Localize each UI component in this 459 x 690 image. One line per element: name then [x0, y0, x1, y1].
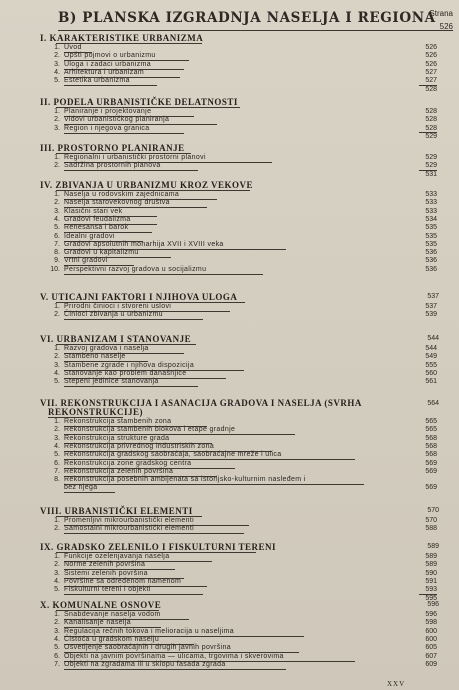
entry-number: 3. [54, 434, 60, 442]
entry-page-number: 535 [425, 224, 437, 232]
entry-title: Rekonstrukcija zone gradskog centra [64, 459, 192, 467]
entry-underline [64, 133, 184, 134]
section-end-page-number: 529 [425, 132, 437, 140]
section-end-page-number: 595 [425, 594, 437, 602]
entry-number: 5. [54, 586, 60, 594]
section-title [40, 292, 237, 302]
entry-title: Površine sa određenom namenom [64, 577, 182, 585]
entry-title: Regionalni i urbanistički prostorni planovi [64, 154, 206, 161]
section-page-number: 589 [427, 543, 439, 550]
entry-page-number: 527 [425, 77, 437, 85]
entry-number: 1. [54, 108, 60, 115]
entry-number: 1. [54, 345, 60, 352]
entry-title: Gradovi u kapitalizmu [64, 249, 139, 257]
entry-number: 9. [54, 257, 60, 265]
entry-page-number: 544 [425, 345, 437, 352]
entry-page-number: 528 [425, 124, 437, 132]
entry-page-number: 570 [425, 517, 437, 524]
toc-entry [0, 77, 459, 86]
section-title-text: III. PROSTORNO PLANIRANJE [40, 143, 185, 153]
entry-page-number: 607 [425, 652, 437, 660]
toc-entry [0, 266, 459, 275]
entry-underline [64, 386, 198, 387]
section-title-text: VIII. URBANISTIČKI ELEMENTI [40, 506, 193, 516]
entry-number: 1. [54, 611, 60, 618]
entry-page-number: 565 [425, 418, 437, 425]
entry-page-number: 600 [425, 635, 437, 643]
entry-number: 7. [54, 240, 60, 248]
entry-title: Norme zelenih površina [64, 561, 146, 569]
section-title-text: X. KOMUNALNE OSNOVE [40, 600, 162, 610]
section-title-text: VII. REKONSTRUKCIJA I ASANACIJA GRADOVA I NASELJA (SVRHA [40, 398, 362, 408]
entry-number: 1. [54, 303, 60, 310]
entry-title: Čistoća u gradskom naselju [64, 635, 160, 643]
entry-number: 2. [54, 116, 60, 124]
entry-title: Gradovi apsolutnih monarhija XVII i XVIII veka [64, 240, 224, 248]
entry-title: Naselja starovekovnog društva [64, 199, 170, 207]
entry-number: 3. [54, 207, 60, 215]
entry-title: Vrtni gradovi [64, 257, 108, 265]
entry-page-number: 536 [425, 249, 437, 257]
entry-number: 1. [54, 517, 60, 524]
entry-page-number: 588 [425, 525, 437, 533]
entry-underline [64, 319, 203, 320]
section-end-page-number: 531 [425, 170, 437, 178]
entry-title: Stambeno naselje [64, 353, 126, 361]
entry-page-number: 533 [425, 191, 437, 198]
entry-number: 10. [50, 265, 60, 273]
section-title [40, 97, 238, 107]
entry-page-number: 533 [425, 199, 437, 207]
entry-title: Snabdevanje naselja vodom [64, 611, 161, 618]
entry-page-number: 590 [425, 569, 437, 577]
entry-title: Rekonstrukcija stambenih zona [64, 418, 172, 425]
entry-underline [64, 533, 244, 534]
section-title [40, 180, 253, 190]
toc-entry [0, 125, 459, 134]
entry-number: 4. [54, 635, 60, 643]
section-title [40, 143, 185, 153]
entry-title: Naselja u rodovskim zajednicama [64, 191, 180, 198]
entry-number: 6. [54, 652, 60, 660]
section-title-text: VI. URBANIZAM I STANOVANJE [40, 334, 192, 344]
entry-page-number: 591 [425, 577, 437, 585]
entry-number: 2. [54, 311, 60, 319]
entry-title: Klasični stari vek [64, 207, 123, 215]
section-title-text: V. UTICAJNI FAKTORI I NJIHOVA ULOGA [40, 292, 238, 302]
entry-page-number: 533 [425, 207, 437, 215]
entry-title: Stanovanje kao problem današnjice [64, 369, 187, 377]
entry-title: Promenljivi mikrourbanistički elementi [64, 517, 195, 524]
entry-title: Samostalni mikrourbanistički elementi [64, 525, 195, 533]
entry-underline [64, 170, 198, 171]
entry-title: Vidovi urbanističkog planiranja [64, 116, 170, 124]
entry-title: Gradovi feudalizma [64, 215, 131, 223]
part-page-number: 526 [439, 22, 453, 31]
entry-page-number: 536 [425, 265, 437, 273]
entry-page-number: 589 [425, 561, 437, 569]
entry-number: 2. [54, 162, 60, 170]
entry-title: Funkcije ozelenjavanja naselja [64, 553, 170, 560]
entry-number: 4. [54, 68, 60, 76]
section-title-text: IX. GRADSKO ZELENILO I FISKULTURNI TERENI [40, 542, 277, 552]
entry-title: Prirodni činioci i stvoreni uslovi [64, 303, 172, 310]
entry-number: 3. [54, 124, 60, 132]
entry-page-number: 535 [425, 240, 437, 248]
entry-number: 5. [54, 378, 60, 386]
entry-page-number: 526 [425, 44, 437, 51]
folio: XXV [387, 680, 406, 688]
entry-number: 1. [54, 191, 60, 198]
entry-number: 2. [54, 426, 60, 434]
section-title-text: I. KARAKTERISTIKE URBANIZMA [40, 33, 204, 43]
entry-title: bez njega [64, 484, 98, 492]
entry-page-number: 598 [425, 619, 437, 627]
entry-title: Stepeni jedinice stanovanja [64, 378, 159, 386]
entry-page-number: 609 [425, 660, 437, 668]
entry-number: 3. [54, 569, 60, 577]
entry-title: Uloga i zadaci urbanizma [64, 60, 151, 68]
section-title [40, 334, 191, 344]
entry-title: Razvoj gradova i naselja [64, 345, 149, 352]
entry-number: 8. [54, 249, 60, 257]
entry-title: Činioci zbivanja u urbanizmu [64, 311, 163, 319]
entry-page-number: 539 [425, 311, 437, 319]
header-divider [58, 30, 453, 31]
toc-entry [0, 661, 459, 670]
entry-number: 4. [54, 215, 60, 223]
entry-title: Planiranje i projektovanje [64, 108, 152, 115]
toc-entry [0, 484, 459, 493]
entry-page-number: 529 [425, 162, 437, 170]
entry-page-number: 568 [425, 442, 437, 450]
entry-title: Perspektivni razvoj gradova u socijalizmu [64, 265, 207, 273]
toc-entry [0, 525, 459, 534]
entry-page-number: 534 [425, 215, 437, 223]
section-title [40, 506, 193, 516]
section-title-text: II. PODELA URBANISTIČKE DELATNOSTI [40, 97, 238, 107]
entry-number: 2. [54, 525, 60, 533]
entry-page-number: 528 [425, 116, 437, 124]
entry-page-number: 593 [425, 586, 437, 594]
entry-title: Regulacija rečnih tokova i melioracija u naseljima [64, 627, 235, 635]
entry-page-number: 589 [425, 553, 437, 560]
page-column-label: Strana [429, 9, 453, 18]
entry-underline [64, 492, 115, 493]
entry-page-number: 565 [425, 426, 437, 434]
entry-page-number: 560 [425, 369, 437, 377]
entry-page-number: 535 [425, 232, 437, 240]
entry-page-number: 555 [425, 361, 437, 369]
section-title-continued: REKONSTRUKCIJE) [48, 407, 144, 417]
entry-page-number: 529 [425, 154, 437, 161]
entry-number: 4. [54, 577, 60, 585]
entry-underline [64, 85, 157, 86]
entry-number: 6. [54, 232, 60, 240]
entry-title: Uvod [64, 44, 82, 51]
entry-title: Objekti na zgradama ili u sklopu fasada zgrada [64, 660, 226, 668]
entry-page-number: 526 [425, 52, 437, 60]
entry-page-number: 536 [425, 257, 437, 265]
entry-number: 1. [54, 418, 60, 425]
entry-number: 5. [54, 451, 60, 459]
entry-title: Opšti pojmovi o urbanizmu [64, 52, 156, 60]
entry-number: 1. [54, 44, 60, 51]
toc-entry [0, 378, 459, 387]
entry-underline [64, 274, 263, 275]
entry-number: 1. [54, 154, 60, 161]
entry-page-number: 569 [425, 459, 437, 467]
entry-page-number: 537 [425, 303, 437, 310]
entry-number: 4. [54, 442, 60, 450]
entry-number: 7. [54, 467, 60, 475]
entry-title: Estetika urbanizma [64, 77, 130, 85]
entry-title: Idealni gradovi [64, 232, 115, 240]
section-page-number: 570 [427, 507, 439, 514]
entry-number: 5. [54, 224, 60, 232]
entry-title: Renesansa i barok [64, 224, 129, 232]
entry-page-number: 569 [425, 484, 437, 492]
entry-page-number: 561 [425, 378, 437, 386]
section-page-number: 596 [427, 601, 439, 608]
section-end-page-number: 528 [425, 85, 437, 93]
section-page-number: 564 [427, 400, 439, 407]
entry-title: Region i njegova granica [64, 124, 150, 132]
entry-number: 2. [54, 561, 60, 569]
entry-title: Osvetljenje saobraćajnih i drugih javnih površina [64, 644, 231, 652]
entry-page-number: 596 [425, 611, 437, 618]
entry-number: 6. [54, 459, 60, 467]
entry-page-number: 549 [425, 353, 437, 361]
entry-number: 2. [54, 353, 60, 361]
entry-page-number: 526 [425, 60, 437, 68]
entry-title: Rekonstrukcija privrednog industriskih zona [64, 442, 215, 450]
entry-title: Fiskulturni tereni i objekti [64, 586, 151, 594]
entry-title: Rekonstrukcija posebnih ambijenata sa istorijsko-kulturnim nasleđem i [64, 476, 306, 484]
entry-title: Kanalisanje naselja [64, 619, 131, 627]
entry-page-number: 528 [425, 108, 437, 115]
entry-title: Sistemi zelenih površina [64, 569, 148, 577]
section-title [40, 33, 203, 43]
section-title [40, 542, 276, 552]
section-title [40, 600, 161, 610]
entry-title: Rekonstrukcija gradskog saobraćaja, saobraćajne mreže i ulica [64, 451, 282, 459]
entry-number: 3. [54, 361, 60, 369]
entry-title: Rekonstrukcija strukture grada [64, 434, 170, 442]
entry-page-number: 600 [425, 627, 437, 635]
entry-number: 5. [54, 77, 60, 85]
toc-entry [0, 586, 459, 595]
entry-number: 3. [54, 60, 60, 68]
entry-title: Sadržina prostornih planova [64, 162, 161, 170]
part-title: B) PLANSKA IZGRADNJA NASELJA I REGIONA [58, 10, 436, 26]
section-page-number: 544 [427, 335, 439, 342]
entry-title: Arhitektura i urbanizam [64, 68, 145, 76]
entry-number: 8. [54, 476, 60, 484]
entry-number: 2. [54, 619, 60, 627]
entry-page-number: 569 [425, 467, 437, 475]
toc-entry [0, 162, 459, 171]
toc-entry [0, 311, 459, 320]
entry-page-number: 527 [425, 68, 437, 76]
section-page-number: 537 [427, 293, 439, 300]
entry-page-number: 605 [425, 644, 437, 652]
entry-title: Rekonstrukcija stambenih blokova i etape gradnje [64, 426, 236, 434]
entry-number: 2. [54, 199, 60, 207]
entry-page-number: 568 [425, 434, 437, 442]
entry-page-number: 568 [425, 451, 437, 459]
entry-number: 2. [54, 52, 60, 60]
entry-number: 1. [54, 553, 60, 560]
entry-underline [64, 669, 286, 670]
entry-number: 7. [54, 660, 60, 668]
entry-number: 3. [54, 627, 60, 635]
entry-number: 5. [54, 644, 60, 652]
entry-title: Rekonstrukcija zelenih površina [64, 467, 174, 475]
entry-title: Stambene zgrade i njihova dispozicija [64, 361, 195, 369]
entry-title: Objekti na javnim površinama — ulicama, trgovima i skverovima [64, 652, 284, 660]
entry-underline [64, 594, 203, 595]
entry-number: 4. [54, 369, 60, 377]
section-title-text: IV. ZBIVANJA U URBANIZMU KROZ VEKOVE [40, 180, 254, 190]
